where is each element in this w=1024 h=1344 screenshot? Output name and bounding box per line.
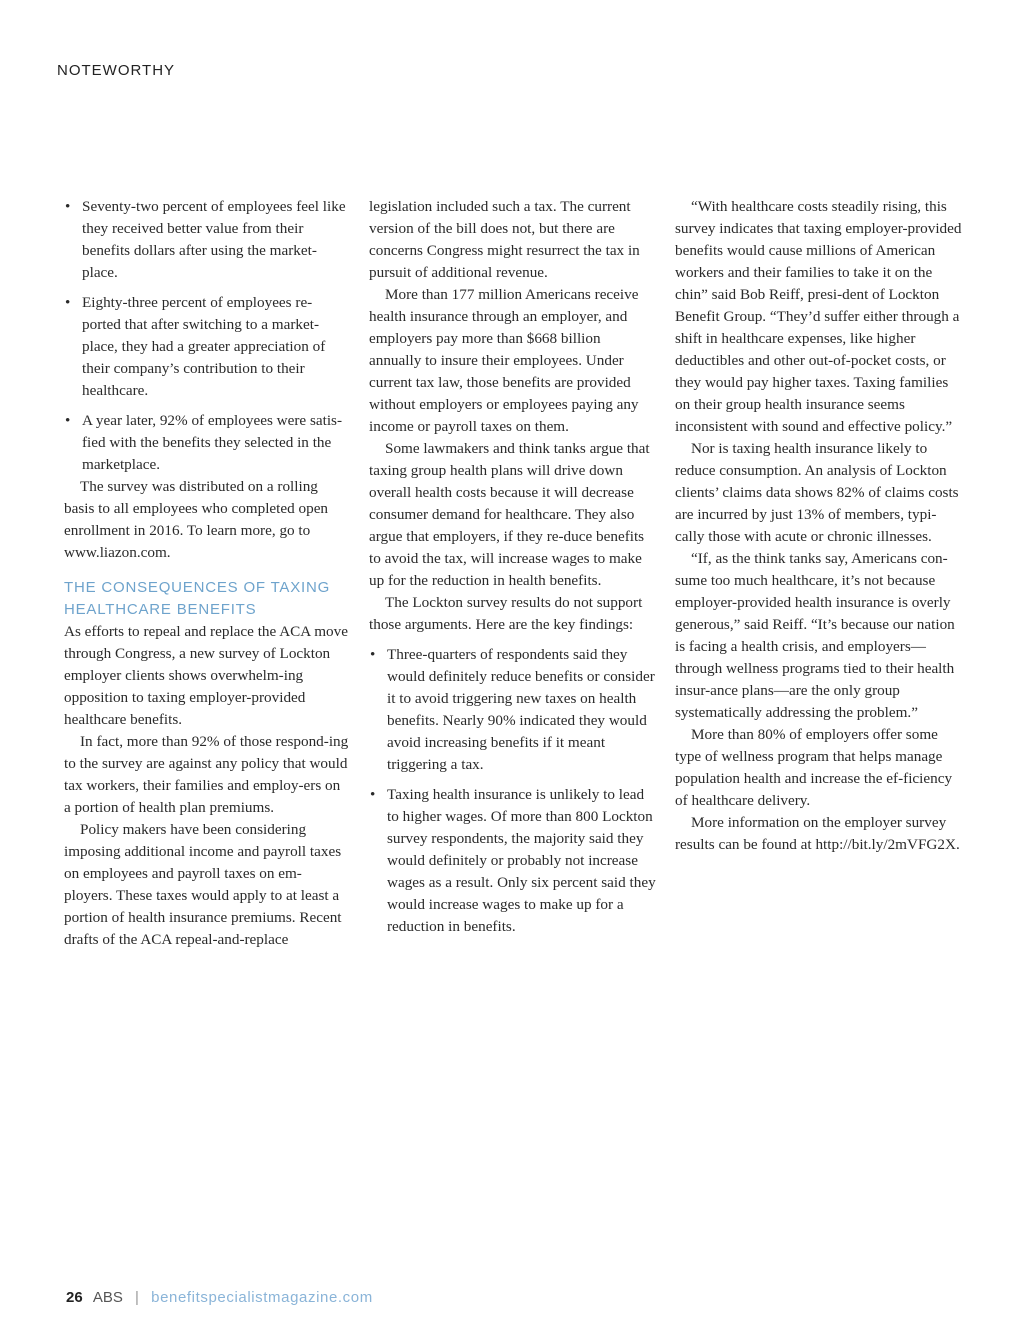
paragraph: Nor is taxing health insurance likely to reduce consumption. An analysis of Lockton clients’ claims data shows 82% of claims costs are incurred by just 13% of members, typi-cally those with acute or chronic illnesses. — [675, 440, 959, 545]
bullet-icon: • — [65, 412, 71, 429]
article-column-2 — [369, 196, 656, 946]
list-item: • Three-quarters of respondents said they would definitely reduce benefits or consider it to avoid triggering new taxes on health benefits. Nearly 90% indicated they would avoid increasing benefits if it meant triggering a tax. — [370, 646, 655, 773]
paragraph: “If, as the think tanks say, Americans con-sume too much healthcare, it’s not because employer-provided health insurance is overly generous,” said Reiff. “It’s because our nation is facing a health crisis, and employers—through wellness programs tied to their health insur-ance plans—are the only group systematically addressing the problem.” — [675, 550, 955, 721]
paragraph: More than 177 million Americans receive health insurance through an employer, and employers pay more than $668 billion annually to insure their employees. Under current tax law, those benefits are provided without employers or employees paying any income or payroll taxes on them. — [369, 286, 639, 435]
list-item: • Taxing health insurance is unlikely to lead to higher wages. Of more than 800 Lockton survey respondents, the majority said they would definitely or probably not increase wages as a result. Only six percent said they would increase wages to make up for a reduction in benefits. — [370, 786, 656, 935]
page-footer — [66, 1289, 373, 1306]
paragraph: In fact, more than 92% of those respond-ing to the survey are against any policy that would tax workers, their families and employ-ers on a portion of health plan premiums. — [64, 733, 349, 816]
article-column-1 — [64, 196, 349, 951]
bullet-icon: • — [65, 198, 71, 215]
paragraph: The survey was distributed on a rolling basis to all employees who completed open enrollment in 2016. To learn more, go to www.liazon.com. — [64, 478, 329, 561]
publication-name: ABS — [92, 1289, 123, 1306]
paragraph: Some lawmakers and think tanks argue that taxing group health plans will drive down overall health costs because it will decrease consumer demand for healthcare. They also argue that employers, if they re-duce benefits to avoid the tax, will increase wages to make up for the reduction in health benefits. — [369, 440, 650, 589]
paragraph: Policy makers have been considering imposing additional income and payroll taxes on employees and payroll taxes on em-ployers. These taxes would apply to at least a portion of health insurance premiums. Recent drafts of the ACA repeal-and-replace — [64, 821, 342, 948]
page-number: 26 — [66, 1289, 83, 1306]
bullet-list-1 — [64, 196, 349, 476]
bullet-icon: • — [65, 294, 71, 311]
bullet-icon: • — [370, 786, 376, 803]
bullet-list-2 — [369, 644, 656, 938]
bullet-icon: • — [370, 646, 376, 663]
article-column-3 — [675, 196, 962, 856]
paragraph: More than 80% of employers offer some type of wellness program that helps manage population health and increase the ef-ficiency of healthcare delivery. — [675, 726, 953, 809]
website-link: benefitspecialistmagazine.com — [151, 1289, 373, 1306]
paragraph: “With healthcare costs steadily rising, this survey indicates that taxing employer-provided benefits would cause millions of American workers and their families to take it on the chin” said Bob Reiff, presi-dent of Lockton Benefit Group. “They’d suffer either through a shift in healthcare expenses, like higher deductibles and other out-of-pocket costs, or they would pay higher taxes. Taxing families on their group health insurance seems inconsistent with sound and effective policy.” — [675, 198, 962, 435]
list-item: • A year later, 92% of employees were satis-fied with the benefits they selected in the marketplace. — [65, 412, 343, 473]
list-item: • Seventy-two percent of employees feel like they received better value from their benefits dollars after using the market-place. — [65, 198, 346, 281]
footer-separator: | — [135, 1289, 139, 1306]
paragraph: As efforts to repeal and replace the ACA move through Congress, a new survey of Lockton employer clients shows overwhelm-ing opposition to taxing employer-provided healthcare benefits. — [64, 623, 348, 728]
paragraph: legislation included such a tax. The current version of the bill does not, but there are concerns Congress might resurrect the tax in pursuit of additional revenue. — [369, 198, 640, 281]
section-label: NOTEWORTHY — [57, 62, 176, 79]
paragraph: More information on the employer survey results can be found at http://bit.ly/2mVFG2X. — [675, 814, 960, 853]
list-item: • Eighty-three percent of employees re-ported that after switching to a market-place, they had a greater appreciation of their company’s contribution to their healthcare. — [65, 294, 326, 399]
paragraph: The Lockton survey results do not support those arguments. Here are the key findings: — [369, 594, 643, 633]
subheading: THE CONSEQUENCES OF TAXING HEALTHCARE BENEFITS — [64, 579, 331, 618]
